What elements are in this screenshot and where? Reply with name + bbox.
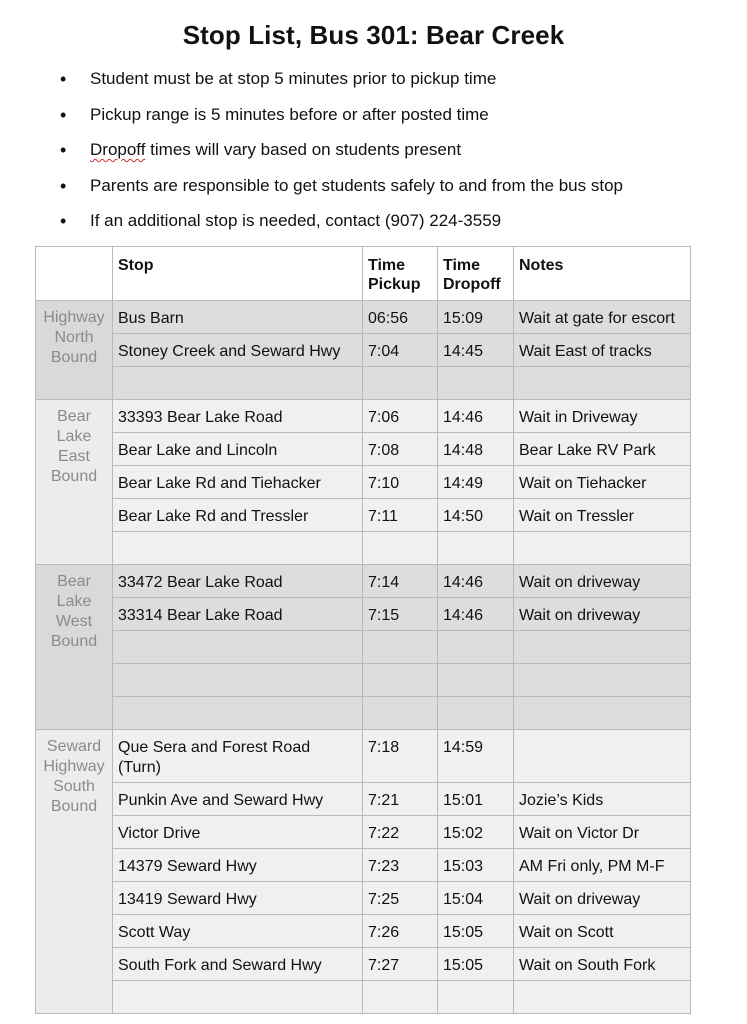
table-row: [36, 849, 691, 882]
header-dropoff-line1: Time: [443, 257, 481, 274]
rule-item: [60, 137, 623, 173]
table-row: [36, 433, 691, 466]
header-pickup-line2: Pickup: [368, 276, 421, 293]
rule-text: times will vary based on students present: [145, 140, 462, 159]
table-row: [36, 948, 691, 981]
stop-cell: Victor Drive: [113, 816, 363, 849]
dropoff-cell: 14:45: [438, 334, 514, 367]
notes-cell: Wait East of tracks: [514, 334, 691, 367]
dropoff-cell: 14:46: [438, 598, 514, 631]
notes-cell: [514, 532, 691, 565]
stop-cell: [113, 730, 363, 783]
stop-cell: Punkin Ave and Seward Hwy: [113, 783, 363, 816]
group-label-line: West: [55, 613, 93, 630]
rule-text: If an additional stop is needed, contact (907) 224-3559: [90, 211, 502, 230]
group-label-line: Lake: [56, 428, 92, 445]
dropoff-cell: [438, 981, 514, 1014]
notes-cell: Bear Lake RV Park: [514, 433, 691, 466]
pickup-cell: 7:10: [363, 466, 438, 499]
stop-cell: [113, 367, 363, 400]
dropoff-cell: [438, 631, 514, 664]
dropoff-cell: 14:59: [438, 730, 514, 783]
table-row: [36, 631, 691, 664]
pickup-cell: 7:14: [363, 565, 438, 598]
dropoff-cell: 14:49: [438, 466, 514, 499]
header-pickup-line1: Time: [368, 257, 406, 274]
header-notes: Notes: [514, 247, 691, 301]
notes-cell: Wait on driveway: [514, 882, 691, 915]
table-row: [36, 598, 691, 631]
dropoff-cell: 14:46: [438, 565, 514, 598]
pickup-cell: [363, 981, 438, 1014]
notes-cell: [514, 697, 691, 730]
group-label-line: Highway: [43, 758, 105, 775]
pickup-cell: 7:26: [363, 915, 438, 948]
group-label-line: Highway: [43, 309, 105, 326]
notes-cell: Wait at gate for escort: [514, 301, 691, 334]
header-dropoff: [438, 247, 514, 301]
notes-cell: AM Fri only, PM M-F: [514, 849, 691, 882]
stop-cell: Stoney Creek and Seward Hwy: [113, 334, 363, 367]
dropoff-cell: 15:03: [438, 849, 514, 882]
dropoff-cell: 15:05: [438, 915, 514, 948]
stop-cell: [113, 664, 363, 697]
stop-cell: [113, 981, 363, 1014]
pickup-cell: 7:22: [363, 816, 438, 849]
group-seward-highway-south-bound: [36, 730, 113, 1014]
stop-cell: 33472 Bear Lake Road: [113, 565, 363, 598]
pickup-cell: 7:04: [363, 334, 438, 367]
rule-text: Student must be at stop 5 minutes prior to pickup time: [90, 69, 497, 88]
group-label-line: Bound: [50, 798, 98, 815]
rule-item: [60, 102, 623, 138]
group-label-line: Seward: [46, 738, 102, 755]
rules-list: [60, 66, 623, 244]
stop-cell: Bear Lake and Lincoln: [113, 433, 363, 466]
stop-cell: Scott Way: [113, 915, 363, 948]
header-dropoff-line2: Dropoff: [443, 276, 501, 293]
notes-cell: Wait on driveway: [514, 565, 691, 598]
rule-text: Pickup range is 5 minutes before or after posted time: [90, 104, 489, 124]
group-label-line: Bound: [50, 468, 98, 485]
stop-cell: [113, 697, 363, 730]
page-title: Stop List, Bus 301: Bear Creek: [182, 20, 565, 50]
stop-cell: Bus Barn: [113, 301, 363, 334]
group-label-line: Bound: [50, 633, 98, 650]
table-row: [36, 981, 691, 1014]
table-row: [36, 400, 691, 433]
pickup-cell: 06:56: [363, 301, 438, 334]
stop-cell: 33393 Bear Lake Road: [113, 400, 363, 433]
stop-cell: 33314 Bear Lake Road: [113, 598, 363, 631]
group-label-line: North: [54, 329, 94, 346]
pickup-cell: [363, 367, 438, 400]
header-stop: Stop: [113, 247, 363, 301]
notes-cell: Wait on Victor Dr: [514, 816, 691, 849]
table-row: [36, 816, 691, 849]
dropoff-cell: 15:02: [438, 816, 514, 849]
group-bear-lake-west-bound: [36, 565, 113, 730]
stop-cell: South Fork and Seward Hwy: [113, 948, 363, 981]
stop-line: (Turn): [118, 759, 161, 776]
dropoff-cell: 14:50: [438, 499, 514, 532]
dropoff-cell: [438, 664, 514, 697]
dropoff-cell: 14:48: [438, 433, 514, 466]
notes-cell: [514, 664, 691, 697]
dropoff-cell: 15:09: [438, 301, 514, 334]
group-label-line: Bear: [57, 573, 91, 590]
table-row: [36, 783, 691, 816]
notes-cell: [514, 981, 691, 1014]
dropoff-cell: 15:04: [438, 882, 514, 915]
dropoff-cell: 14:46: [438, 400, 514, 433]
notes-cell: [514, 367, 691, 400]
notes-cell: [514, 631, 691, 664]
pickup-cell: 7:08: [363, 433, 438, 466]
dropoff-cell: [438, 532, 514, 565]
table-row: [36, 334, 691, 367]
group-label-line: East: [57, 448, 90, 465]
dropoff-cell: 15:01: [438, 783, 514, 816]
pickup-cell: 7:11: [363, 499, 438, 532]
group-highway-north-bound: [36, 301, 113, 400]
notes-cell: Wait on driveway: [514, 598, 691, 631]
group-label-line: Lake: [56, 593, 92, 610]
stop-cell: 14379 Seward Hwy: [113, 849, 363, 882]
notes-cell: Wait on Scott: [514, 915, 691, 948]
stop-line: Que Sera and Forest Road: [118, 739, 311, 756]
notes-cell: Wait on Tiehacker: [514, 466, 691, 499]
stop-table: [35, 246, 691, 1014]
pickup-cell: 7:06: [363, 400, 438, 433]
pickup-cell: 7:15: [363, 598, 438, 631]
rule-item: [60, 173, 623, 209]
pickup-cell: 7:27: [363, 948, 438, 981]
stop-cell: [113, 532, 363, 565]
pickup-cell: [363, 697, 438, 730]
pickup-cell: 7:25: [363, 882, 438, 915]
dropoff-cell: 15:05: [438, 948, 514, 981]
pickup-cell: 7:18: [363, 730, 438, 783]
pickup-cell: 7:23: [363, 849, 438, 882]
table-row: [36, 367, 691, 400]
group-label-line: South: [53, 778, 95, 795]
stop-cell: Bear Lake Rd and Tressler: [113, 499, 363, 532]
table-row: [36, 915, 691, 948]
table-header-row: [36, 247, 691, 301]
table-row: [36, 499, 691, 532]
stop-cell: [113, 631, 363, 664]
stop-cell: 13419 Seward Hwy: [113, 882, 363, 915]
notes-cell: Jozie’s Kids: [514, 783, 691, 816]
spellcheck-word: Dropoff: [90, 140, 146, 159]
notes-cell: Wait on South Fork: [514, 948, 691, 981]
stop-cell: Bear Lake Rd and Tiehacker: [113, 466, 363, 499]
table-row: [36, 882, 691, 915]
pickup-cell: [363, 532, 438, 565]
header-pickup: [363, 247, 438, 301]
pickup-cell: [363, 631, 438, 664]
notes-cell: Wait in Driveway: [514, 400, 691, 433]
rule-text: Parents are responsible to get students safely to and from the bus stop: [90, 175, 623, 195]
header-group: [36, 247, 113, 301]
dropoff-cell: [438, 367, 514, 400]
group-label-line: Bound: [50, 349, 98, 366]
group-bear-lake-east-bound: [36, 400, 113, 565]
pickup-cell: 7:21: [363, 783, 438, 816]
table-row: [36, 697, 691, 730]
notes-cell: Wait on Tressler: [514, 499, 691, 532]
table-row: [36, 565, 691, 598]
table-row: [36, 730, 691, 783]
table-row: [36, 466, 691, 499]
group-label-line: Bear: [57, 408, 91, 425]
dropoff-cell: [438, 697, 514, 730]
rule-item: [60, 66, 623, 102]
pickup-cell: [363, 664, 438, 697]
rule-item: [60, 208, 623, 244]
table-row: [36, 301, 691, 334]
table-row: [36, 532, 691, 565]
table-row: [36, 664, 691, 697]
notes-cell: [514, 730, 691, 783]
